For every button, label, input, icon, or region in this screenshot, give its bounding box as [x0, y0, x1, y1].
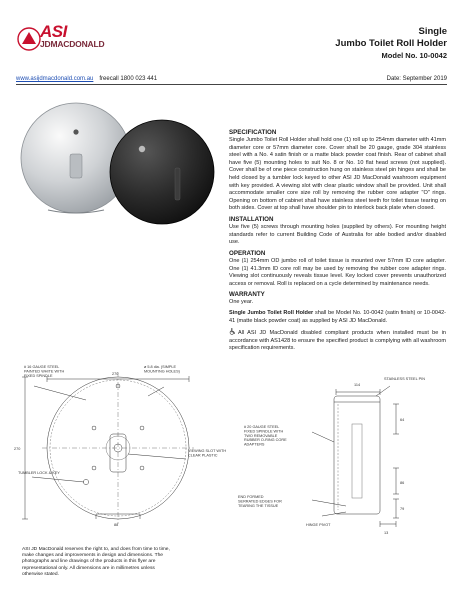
front-view: [22, 372, 194, 524]
svg-text:# 20 GAUGE STEELFIXED SPINDLE: [244, 425, 287, 447]
label-viewing-slot: VIEWING SLOT WITH: [188, 449, 227, 453]
label-edge-teeth-line: SERRATED EDGES FOR: [238, 499, 282, 504]
website-link[interactable]: www.asijdmacdonald.com.au: [16, 76, 94, 82]
model-spec-rest: shall be Model No. 10-0042 (satin finish) or 10-0042-41 (matte black powder coat) as supplied by ASI JD MacDonald.: [229, 310, 446, 324]
header-divider: [16, 84, 447, 85]
product-title-line1: Single: [418, 26, 447, 37]
label-gauge-16-line: FIXED SPINDLE: [24, 373, 53, 378]
label-depth-114: 114: [354, 383, 361, 387]
label-width-88: 88: [114, 523, 119, 527]
warranty-paragraph: One year.: [229, 299, 254, 306]
label-width-270: 270: [112, 372, 119, 376]
specification-paragraph: Single Jumbo Toilet Roll Holder shall hold one (1) roll up to 254mm diameter with 41mm diameter core or 57mm diameter core. Cover shall be 20 gauge, grade 304 stainless steel with a No. 4 satin finish or a matte black powder coat finish. Rear of cabinet shall have five (5) mounting holes to suit No. 8 or No. 10 flat head screws (not supplied). Cover shall be of one piece construction hung on stainless steel pin hinges and shall be held closed by a tumbler lock keyed to other ASI JD MacDonald washroom equipment with key provided. A viewing slot with clear plastic window shall be provided. Unit shall accommodate smaller core size roll by removing the rubber core adapter "O" rings. Opening on bottom of cabinet shall have stainless steel teeth for toilet tissue tearing on both sides. Cover at top shall have shoulder pin to interlock back plate when closed.: [229, 137, 446, 212]
label-gauge-20: # 20 GAUGE STEEL: [244, 425, 280, 429]
label-dim-86: 86: [400, 481, 405, 485]
wheelchair-icon: [229, 328, 236, 335]
svg-text:STAINLESS STEEL PIN: [384, 377, 425, 381]
label-gauge-16-line: PAINTED WHITE WITH: [24, 369, 65, 374]
disclaimer: ASI JD MacDonald reserves the right to, and does from time to time, make changes and improvements in design and dimensions. The photographs and line drawings of the products in this flyer are representational only. All dimensions are in millimetres unless otherwise stated.: [22, 547, 170, 577]
label-viewing-slot-line: CLEAR PLASTIC: [188, 453, 218, 458]
svg-text:79: [400, 507, 404, 511]
side-view: [312, 386, 399, 527]
model-number: Model No. 10-0042: [381, 51, 447, 60]
freecall-number: freecall 1800 023 441: [99, 76, 158, 82]
svg-text:VIEWING SLOT WITHCLEAR PLASTIC: [188, 449, 226, 457]
label-stainless-pin: STAINLESS STEEL PIN: [384, 377, 425, 381]
svg-text:88: [114, 523, 118, 527]
label-dia-line: MOUNTING HOLES): [144, 369, 180, 374]
logo-mark-icon: [16, 26, 42, 52]
product-title-line2: Jumbo Toilet Roll Holder: [335, 38, 447, 49]
svg-text:13: [384, 531, 388, 535]
specification-heading: SPECIFICATION: [229, 129, 277, 136]
title-block: [335, 26, 447, 60]
label-gauge-16: # 16 GAUGE STEEL: [24, 365, 60, 369]
installation-heading: INSTALLATION: [229, 216, 274, 224]
label-height-270: 270: [14, 447, 21, 451]
technical-drawing: [16, 364, 448, 546]
label-dim-13: 13: [384, 531, 389, 535]
installation-paragraph: Use five (5) screws through mounting holes (supplied by others). For mounting height standards refer to current Building Code of Australia for able bodied and/or disabled use.: [229, 224, 446, 246]
svg-text:64: [400, 418, 404, 422]
logo-sub: JDMACDONALD: [40, 39, 105, 49]
label-dim-64: 64: [400, 418, 405, 422]
svg-text:TUMBLER LOCK & KEY: [18, 471, 60, 475]
svg-text:86: [400, 481, 404, 485]
compliance-paragraph: [229, 328, 446, 353]
warranty-heading: WARRANTY: [229, 291, 265, 299]
operation-heading: OPERATION: [229, 249, 266, 257]
model-spec-paragraph: [229, 310, 446, 325]
document-date: Date: September 2019: [386, 76, 447, 82]
product-photos: [18, 92, 218, 232]
label-dia: ø 5.8 dia. (SIMPLE: [144, 365, 177, 369]
label-edge-teeth: END FORMED: [238, 495, 264, 499]
label-gauge-20-line: TWO REMOVABLE: [244, 433, 278, 438]
svg-text:ø 5.8 dia. (SIMPLEMOUNTING HOL: [144, 365, 181, 373]
label-gauge-20-line: RUBBER O-RING CORE: [244, 438, 287, 443]
svg-text:END FORMEDSERRATED EDGES FORTE: [238, 495, 282, 508]
svg-text:270: [112, 372, 118, 376]
compliance-text: All ASI JD MacDonald disabled compliant products when installed must be in accordance with AS1428 to ensure the specified product is complying with all washroom specification requirements.: [229, 330, 446, 352]
logo-brand: ASI: [40, 22, 67, 41]
company-logo: [16, 22, 136, 52]
svg-text:270: [14, 447, 20, 451]
label-tumbler-lock: TUMBLER LOCK & KEY: [18, 471, 60, 475]
specification-text: [229, 129, 446, 356]
label-gauge-20-line: FIXED SPINDLE WITH: [244, 429, 284, 434]
svg-text:HINGE PIVOT: [306, 523, 331, 527]
label-gauge-20-line: ADAPTERS: [244, 442, 265, 447]
model-spec-bold: Single Jumbo Toilet Roll Holder: [229, 310, 314, 317]
svg-text:114: [354, 383, 360, 387]
operation-paragraph: One (1) 254mm OD jumbo roll of toilet tissue is mounted over 57mm ID core adapter. One (1) 41.3mm ID core roll may be used by removing the rubber core adapter rings. Viewing slot continuously reveals tissue level. Key locked cover prevents unauthorized access or removal. Roll is replaced on a cycle determined by maintenance needs.: [229, 258, 446, 287]
label-dim-79: 79: [400, 507, 405, 511]
label-hinge-pivot: HINGE PIVOT: [306, 523, 331, 527]
label-edge-teeth-line: TEARING THE TISSUE: [238, 503, 279, 508]
svg-text:# 16 GAUGE STEELPAINTED WHITE: [24, 365, 64, 378]
black-dispenser-photo: [110, 120, 214, 224]
